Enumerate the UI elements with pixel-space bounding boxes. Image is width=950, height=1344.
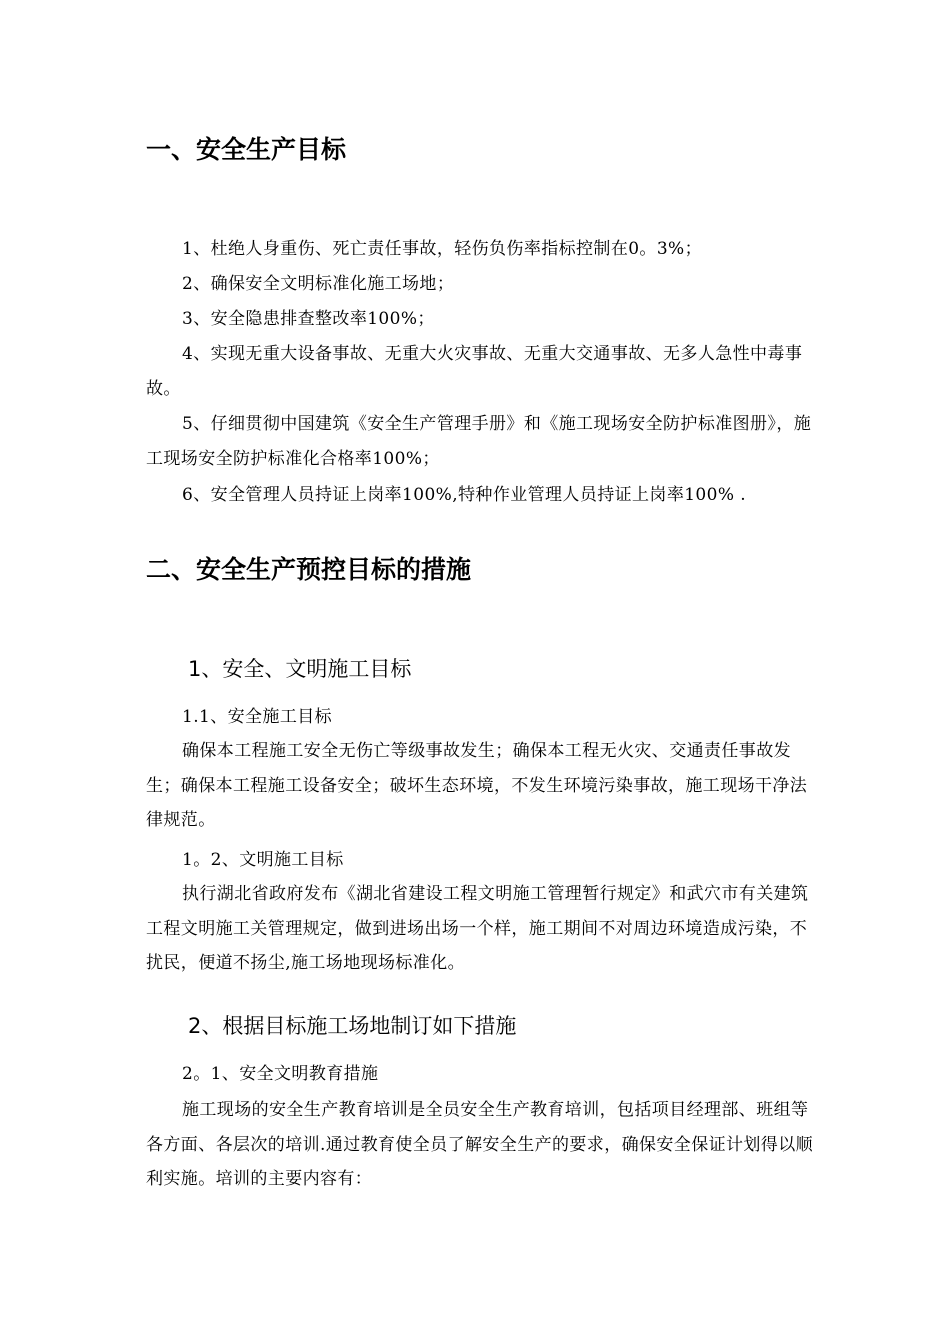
section1-item-3: 3、安全隐患排查整改率100%； xyxy=(182,309,435,329)
subsection1-2-text: 执行湖北省政府发布《湖北省建设工程文明施工管理暂行规定》和武穴市有关建筑工程文明施工关管理规定，做到进场出场一个样，施工期间不对周边环境造成污染，不扰民，便道不扬尘,施工场地现场标准化。 xyxy=(146,884,809,973)
subsection2-1-text: 施工现场的安全生产教育培训是全员安全生产教育培训，包括项目经理部、班组等各方面、各层次的培训.通过教育使全员了解安全生产的要求，确保安全保证计划得以顺利实施。培训的主要内容有： xyxy=(146,1100,814,1189)
subsection1-1-label: 1.1、安全施工目标 xyxy=(182,707,333,727)
section1-item-4: 4、实现无重大设备事故、无重大火灾事故、无重大交通事故、无多人急性中毒事故。 xyxy=(146,344,803,399)
section1-item-1: 1、杜绝人身重伤、死亡责任事故，轻伤负伤率指标控制在0。3%； xyxy=(182,239,702,259)
section1-item-5: 5、仔细贯彻中国建筑《安全生产管理手册》和《施工现场安全防护标准图册》，施工现场安全防护标准化合格率100%； xyxy=(146,414,812,469)
section1-title: 一、安全生产目标 xyxy=(146,135,347,164)
subsection2-heading: 2、根据目标施工场地制订如下措施 xyxy=(188,1014,517,1038)
section1-item-6: 6、安全管理人员持证上岗率100%,特种作业管理人员持证上岗率100% . xyxy=(182,485,747,505)
section2-title: 二、安全生产预控目标的措施 xyxy=(146,555,472,584)
subsection1-heading: 1、安全、文明施工目标 xyxy=(188,657,412,681)
section1-item-2: 2、确保安全文明标准化施工场地； xyxy=(182,274,455,294)
subsection1-1-text: 确保本工程施工安全无伤亡等级事故发生；确保本工程无火灾、交通责任事故发生；确保本工程施工设备安全；破坏生态环境，不发生环境污染事故，施工现场干净法律规范。 xyxy=(146,741,808,830)
subsection1-2-label: 1。2、文明施工目标 xyxy=(182,850,344,870)
subsection2-1-label: 2。1、安全文明教育措施 xyxy=(182,1064,379,1084)
